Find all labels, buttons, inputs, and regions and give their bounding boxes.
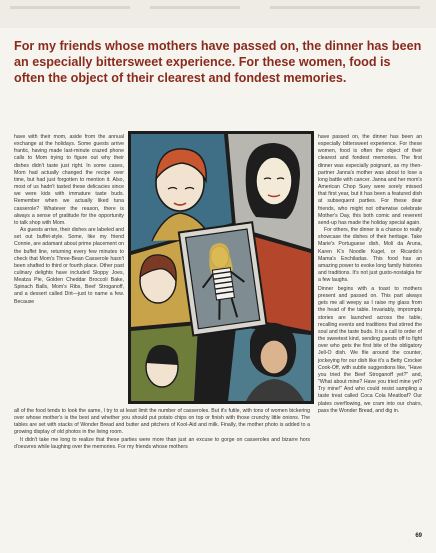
paragraph: have with their mom, aside from the annual exchange at the holidays. Some guests arrive frantic, having made last-minute crazed phone calls to Mom trying to figure out why their dishes didn't taste just right. In some cases, Mom had actually changed the recipe over time, but had just forgotten to mention it. Also, most of us hadn't tasted these delicacies since we were kids with immature taste buds. Remember when we actually liked tuna casserole? Whatever the reason, there is always a sense of gratitude for the opportunity to talk shop with Mom. xyxy=(14,134,124,226)
pull-quote: For my friends whose mothers have passed on, the dinner has been an especially bittersweet experience. For these women, food is often the object of their clearest and fondest memories. xyxy=(14,39,422,85)
body-column-left xyxy=(14,134,124,306)
top-bleed-strip xyxy=(0,0,436,28)
paragraph: As guests arrive, their dishes are labeled and set out buffet-style. Some, like my friend Connie, are adamant about prime placement on the buffet line, returning every few minutes to check that Mom's Three-Bean Casserole hasn't been shafted to third or fourth place. Other past culinary delights have included Sloppy Joes, Meatza Pie, Golden Cheddar Broccoli Bake, Spinach Balls, Mom's Ribs, Beef Stroganoff, and a dessert called Dirt—just to name a few. Because xyxy=(14,227,124,305)
body-column-bottom-right xyxy=(318,286,422,415)
page-number: 69 xyxy=(415,533,422,539)
paragraph: all of the food tends to look the same, I try to at least limit the number of casseroles. But it's futile, with tons of women bickering over whose mother's is the best and whether you should put potato chips on top or finish with those crunchy little onions. The tables are set with stacks of Wonder Bread and butter and pitchers of Kool-Aid and milk. Finally, the mother photo is added to a growing display of old photos in the living room. xyxy=(14,408,310,436)
woman-dark-hair-face xyxy=(256,157,292,205)
paragraph: Dinner begins with a toast to mothers present and passed on. This part always gets me all weepy as I raise my glass from the head of the table. Invariably, impromptu stories are launched across the table, recalling events and traditions that stirred the soul and the taste buds. It is a call to order of the sweetest kind, sending guests off to fight over who gets the first bite of the obligatory Jell-O dish. We file around the counter, jockeying for our dish like it's a Betty Crocker Cook-Off, with subtle suggestions like, "Have you tried the Beef Stroganoff yet?" and, "What about mine? Have you tried mine yet? Try mine!" And who could resist sampling a taste treat called Coca Cola Meatloaf? Our plates overflowing, we cram into our chairs, pass the Wonder Bread, and dig in. xyxy=(318,286,422,414)
paragraph: For others, the dinner is a chance to really showcase the dishes of their heritage. Take Marie's Portuguese dish, Molí da Aruna, Karen K's Noodle Kugel, or Ricardo's Mama's Enchiladas. This food has an amazing power to evoke long family histories and traditions. It's not just gusto-nostalgia for a few laughs. xyxy=(318,227,422,284)
illustration-mothers-photo xyxy=(128,131,314,404)
body-column-right xyxy=(318,134,422,284)
paragraph: have passed on, the dinner has been an especially bittersweet experience. For these women, food is often the object of their clearest and fondest memories. The first dinner was especially poignant, as my then-partner Janna's mother was about to lose a long battle with cancer. Janna and her mom's American Chop Suey were sorely missed that first year, but it has been a featured dish at subsequent parties. For these dear friends, who might not otherwise celebrate Mother's Day, this both comic and reverent send-up has made the holiday special again. xyxy=(318,134,422,226)
framed-photo xyxy=(179,222,267,335)
body-column-bottom xyxy=(14,408,310,451)
paragraph: It didn't take me long to realize that these parties were more than just an excuse to gorge on casseroles and bizarre hors d'oeuvres while laughing over the memories. For my friends whose mothers xyxy=(14,436,310,450)
